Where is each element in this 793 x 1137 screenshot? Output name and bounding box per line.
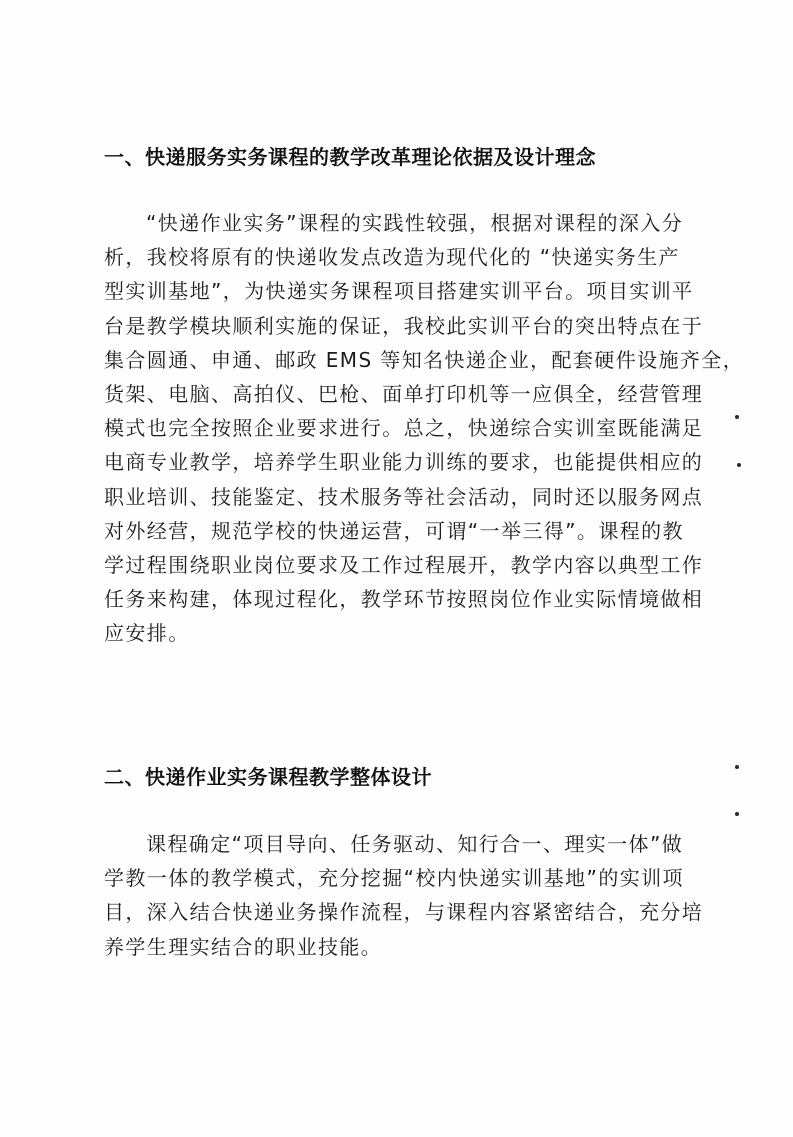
paragraph-line: “快递作业实务”课程的实践性较强，根据对课程的深入分 xyxy=(146,211,684,235)
paragraph-line: 学教一体的教学模式，充分挖掘“校内快递实训基地”的实训项 xyxy=(104,866,684,891)
paragraph-line: 任务来构建，体现过程化，教学环节按照岗位作业实际情境做相 xyxy=(104,587,704,612)
scan-speck xyxy=(735,812,739,816)
paragraph-line: 课程确定“项目导向、任务驱动、知行合一、理实一体”做 xyxy=(146,832,684,856)
section-1-heading: 一、快递服务实务课程的教学改革理论依据及设计理念 xyxy=(104,145,596,169)
paragraph-line: 电商专业教学，培养学生职业能力训练的要求，也能提供相应的 xyxy=(104,450,704,475)
paragraph-line: 目，深入结合快递业务操作流程，与课程内容紧密结合，充分培 xyxy=(104,900,704,925)
paragraph-line: 货架、电脑、高拍仪、巴枪、面单打印机等一应俱全，经营管理 xyxy=(104,382,704,407)
section-2-paragraph xyxy=(104,827,704,964)
paragraph-line: 台是教学模块顺利实施的保证，我校此实训平台的突出特点在于 xyxy=(104,313,704,338)
paragraph-line: 对外经营，规范学校的快递运营，可谓“一举三得”。课程的教 xyxy=(104,518,684,543)
scan-speck xyxy=(737,463,741,467)
scan-speck xyxy=(735,415,739,419)
scan-speck xyxy=(735,765,739,769)
section-1-paragraph xyxy=(104,206,745,651)
section-2-heading: 二、快递作业实务课程教学整体设计 xyxy=(104,765,432,789)
paragraph-line: 模式也完全按照企业要求进行。总之，快递综合实训室既能满足 xyxy=(104,416,704,441)
paragraph-line: 应安排。 xyxy=(104,621,190,646)
paragraph-line: 析，我校将原有的快递收发点改造为现代化的 “快递实务生产 xyxy=(104,245,680,270)
paragraph-line: 职业培训、技能鉴定、技术服务等社会活动，同时还以服务网点 xyxy=(104,484,704,509)
paragraph-line: 型实训基地”，为快递实务课程项目搭建实训平台。项目实训平 xyxy=(104,279,694,304)
paragraph-line: 学过程围绕职业岗位要求及工作过程展开，教学内容以典型工作 xyxy=(104,553,704,578)
paragraph-line: 养学生理实结合的职业技能。 xyxy=(104,934,383,959)
paragraph-line: 集合圆通、申通、邮政 EMS 等知名快递企业，配套硬件设施齐全， xyxy=(104,347,745,372)
